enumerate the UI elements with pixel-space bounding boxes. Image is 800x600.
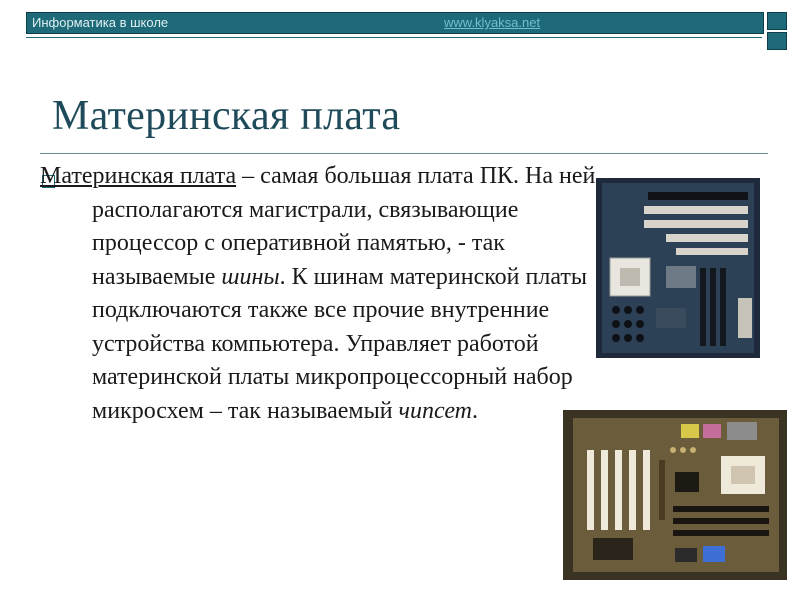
term-buses: шины <box>221 263 280 290</box>
body-text-part-1: – самая большая плата ПК. На ней располагаются магистрали, связывающие процессор с оперативной памятью, - так называемые <box>92 163 596 290</box>
corner-box-top <box>767 12 787 30</box>
header-link[interactable]: www.klyaksa.net <box>444 15 541 30</box>
motherboard-photo-2 <box>563 410 787 580</box>
motherboard-illustration-2 <box>563 410 787 580</box>
motherboard-photo-1 <box>596 178 760 358</box>
term-motherboard: Материнская плата <box>40 163 237 189</box>
term-chipset: чипсет <box>398 397 472 424</box>
header-bar <box>26 12 764 34</box>
title-divider <box>40 153 768 154</box>
corner-box-bottom <box>767 32 787 50</box>
header-divider <box>26 37 762 38</box>
body-text-part-3: . <box>472 397 478 424</box>
header-title: Информатика в школе <box>32 15 169 30</box>
slide-header <box>26 10 788 46</box>
motherboard-illustration-1 <box>596 178 760 358</box>
slide-title: Материнская плата <box>52 93 401 139</box>
slide-body-text <box>40 160 622 428</box>
body-text-part-2: . К шинам материнской платы подключаются также все прочие внутренние устройства компьютера. Управляет работой материнской платы микропроцессорный набор микросхем – так называемый <box>92 263 587 424</box>
